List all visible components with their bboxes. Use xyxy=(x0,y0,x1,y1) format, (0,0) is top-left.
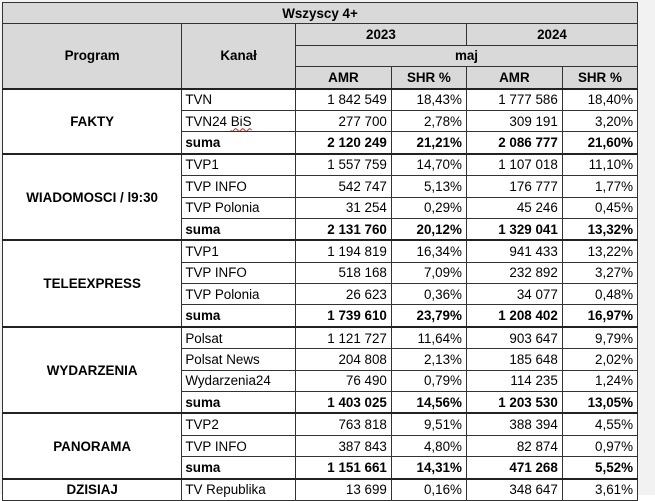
table-row xyxy=(3,89,638,111)
table-row xyxy=(3,154,638,176)
amr-2023-value: 204 808 xyxy=(295,349,391,370)
shr-2024-value: 11,10% xyxy=(562,154,637,176)
program-name: FAKTY xyxy=(3,89,182,154)
amr-2023-value: 13 699 xyxy=(295,479,391,501)
channel-name: TVP INFO xyxy=(182,435,296,456)
shr-2023-value: 16,34% xyxy=(391,240,466,262)
shr-2023-value: 18,43% xyxy=(391,89,466,111)
shr-2023-value: 23,79% xyxy=(391,305,466,327)
header-month: maj xyxy=(295,45,637,66)
shr-2023-value: 0,29% xyxy=(391,197,466,218)
channel-name: suma xyxy=(182,392,296,414)
shr-2023-value: 5,13% xyxy=(391,176,466,197)
amr-2023-value: 1 842 549 xyxy=(295,89,391,111)
amr-2023-value: 518 168 xyxy=(295,262,391,283)
table-row xyxy=(3,327,638,349)
channel-name: TV Republika xyxy=(182,479,296,501)
shr-2023-value: 0,79% xyxy=(391,370,466,391)
shr-2023-value: 9,51% xyxy=(391,413,466,435)
table-row xyxy=(3,413,638,435)
channel-name: suma xyxy=(182,132,296,154)
channel-name: suma xyxy=(182,218,296,240)
amr-2023-value: 26 623 xyxy=(295,284,391,305)
amr-2024-value: 1 777 586 xyxy=(466,89,562,111)
header-shr-2023: SHR % xyxy=(391,67,466,89)
shr-2024-value: 3,61% xyxy=(562,479,637,501)
shr-2024-value: 0,45% xyxy=(562,197,637,218)
amr-2024-value: 1 203 530 xyxy=(466,392,562,414)
amr-2023-value: 76 490 xyxy=(295,370,391,391)
amr-2024-value: 45 246 xyxy=(466,197,562,218)
header-year-2023: 2023 xyxy=(295,24,466,45)
amr-2023-value: 2 120 249 xyxy=(295,132,391,154)
shr-2024-value: 13,05% xyxy=(562,392,637,414)
amr-2024-value: 1 329 041 xyxy=(466,218,562,240)
table-row xyxy=(3,240,638,262)
shr-2024-value: 3,20% xyxy=(562,110,637,131)
program-name: TELEEXPRESS xyxy=(3,240,182,327)
amr-2024-value: 388 394 xyxy=(466,413,562,435)
shr-2024-value: 9,79% xyxy=(562,327,637,349)
shr-2023-value: 2,13% xyxy=(391,349,466,370)
shr-2023-value: 7,09% xyxy=(391,262,466,283)
shr-2024-value: 1,24% xyxy=(562,370,637,391)
program-name: WIADOMOSCI / l9:30 xyxy=(3,154,182,241)
amr-2024-value: 348 647 xyxy=(466,479,562,501)
amr-2023-value: 2 131 760 xyxy=(295,218,391,240)
program-name: WYDARZENIA xyxy=(3,327,182,414)
channel-name: suma xyxy=(182,305,296,327)
shr-2024-value: 4,55% xyxy=(562,413,637,435)
header-channel: Kanał xyxy=(182,24,296,89)
header-year-2024: 2024 xyxy=(466,24,637,45)
program-name: DZISIAJ xyxy=(3,479,182,501)
amr-2023-value: 387 843 xyxy=(295,435,391,456)
shr-2024-value: 18,40% xyxy=(562,89,637,111)
table-row xyxy=(3,479,638,501)
amr-2024-value: 941 433 xyxy=(466,240,562,262)
channel-name: TVP Polonia xyxy=(182,197,296,218)
shr-2024-value: 0,97% xyxy=(562,435,637,456)
amr-2024-value: 34 077 xyxy=(466,284,562,305)
shr-2024-value: 1,77% xyxy=(562,176,637,197)
amr-2023-value: 542 747 xyxy=(295,176,391,197)
shr-2024-value: 13,22% xyxy=(562,240,637,262)
amr-2024-value: 1 107 018 xyxy=(466,154,562,176)
table-title: Wszyscy 4+ xyxy=(3,3,638,24)
amr-2023-value: 31 254 xyxy=(295,197,391,218)
shr-2023-value: 0,16% xyxy=(391,479,466,501)
shr-2023-value: 0,36% xyxy=(391,284,466,305)
channel-name: TVP1 xyxy=(182,154,296,176)
shr-2023-value: 14,70% xyxy=(391,154,466,176)
channel-name: TVP1 xyxy=(182,240,296,262)
amr-2023-value: 1 194 819 xyxy=(295,240,391,262)
shr-2024-value: 16,97% xyxy=(562,305,637,327)
channel-name: TVP Polonia xyxy=(182,284,296,305)
amr-2023-value: 1 739 610 xyxy=(295,305,391,327)
amr-2023-value: 1 557 759 xyxy=(295,154,391,176)
shr-2024-value: 5,52% xyxy=(562,457,637,479)
channel-name: TVN24 BiS xyxy=(182,110,296,131)
amr-2023-value: 277 700 xyxy=(295,110,391,131)
shr-2024-value: 2,02% xyxy=(562,349,637,370)
shr-2024-value: 3,27% xyxy=(562,262,637,283)
channel-name: suma xyxy=(182,457,296,479)
shr-2023-value: 20,12% xyxy=(391,218,466,240)
amr-2023-value: 763 818 xyxy=(295,413,391,435)
amr-2024-value: 185 648 xyxy=(466,349,562,370)
amr-2023-value: 1 121 727 xyxy=(295,327,391,349)
amr-2024-value: 114 235 xyxy=(466,370,562,391)
header-amr-2023: AMR xyxy=(295,67,391,89)
channel-name: TVP INFO xyxy=(182,262,296,283)
amr-2023-value: 1 151 661 xyxy=(295,457,391,479)
amr-2024-value: 1 208 402 xyxy=(466,305,562,327)
amr-2024-value: 232 892 xyxy=(466,262,562,283)
header-program: Program xyxy=(3,24,182,89)
shr-2024-value: 13,32% xyxy=(562,218,637,240)
shr-2023-value: 21,21% xyxy=(391,132,466,154)
shr-2024-value: 0,48% xyxy=(562,284,637,305)
channel-name: Polsat xyxy=(182,327,296,349)
channel-name: Wydarzenia24 xyxy=(182,370,296,391)
shr-2023-value: 11,64% xyxy=(391,327,466,349)
shr-2023-value: 4,80% xyxy=(391,435,466,456)
header-shr-2024: SHR % xyxy=(562,67,637,89)
channel-name: Polsat News xyxy=(182,349,296,370)
amr-2023-value: 1 403 025 xyxy=(295,392,391,414)
amr-2024-value: 471 268 xyxy=(466,457,562,479)
ratings-table xyxy=(2,2,638,501)
program-name: PANORAMA xyxy=(3,413,182,478)
header-amr-2024: AMR xyxy=(466,67,562,89)
channel-name: TVN xyxy=(182,89,296,111)
channel-name: TVP INFO xyxy=(182,176,296,197)
amr-2024-value: 176 777 xyxy=(466,176,562,197)
amr-2024-value: 309 191 xyxy=(466,110,562,131)
shr-2024-value: 21,60% xyxy=(562,132,637,154)
shr-2023-value: 14,56% xyxy=(391,392,466,414)
amr-2024-value: 903 647 xyxy=(466,327,562,349)
amr-2024-value: 82 874 xyxy=(466,435,562,456)
amr-2024-value: 2 086 777 xyxy=(466,132,562,154)
shr-2023-value: 14,31% xyxy=(391,457,466,479)
channel-name: TVP2 xyxy=(182,413,296,435)
shr-2023-value: 2,78% xyxy=(391,110,466,131)
